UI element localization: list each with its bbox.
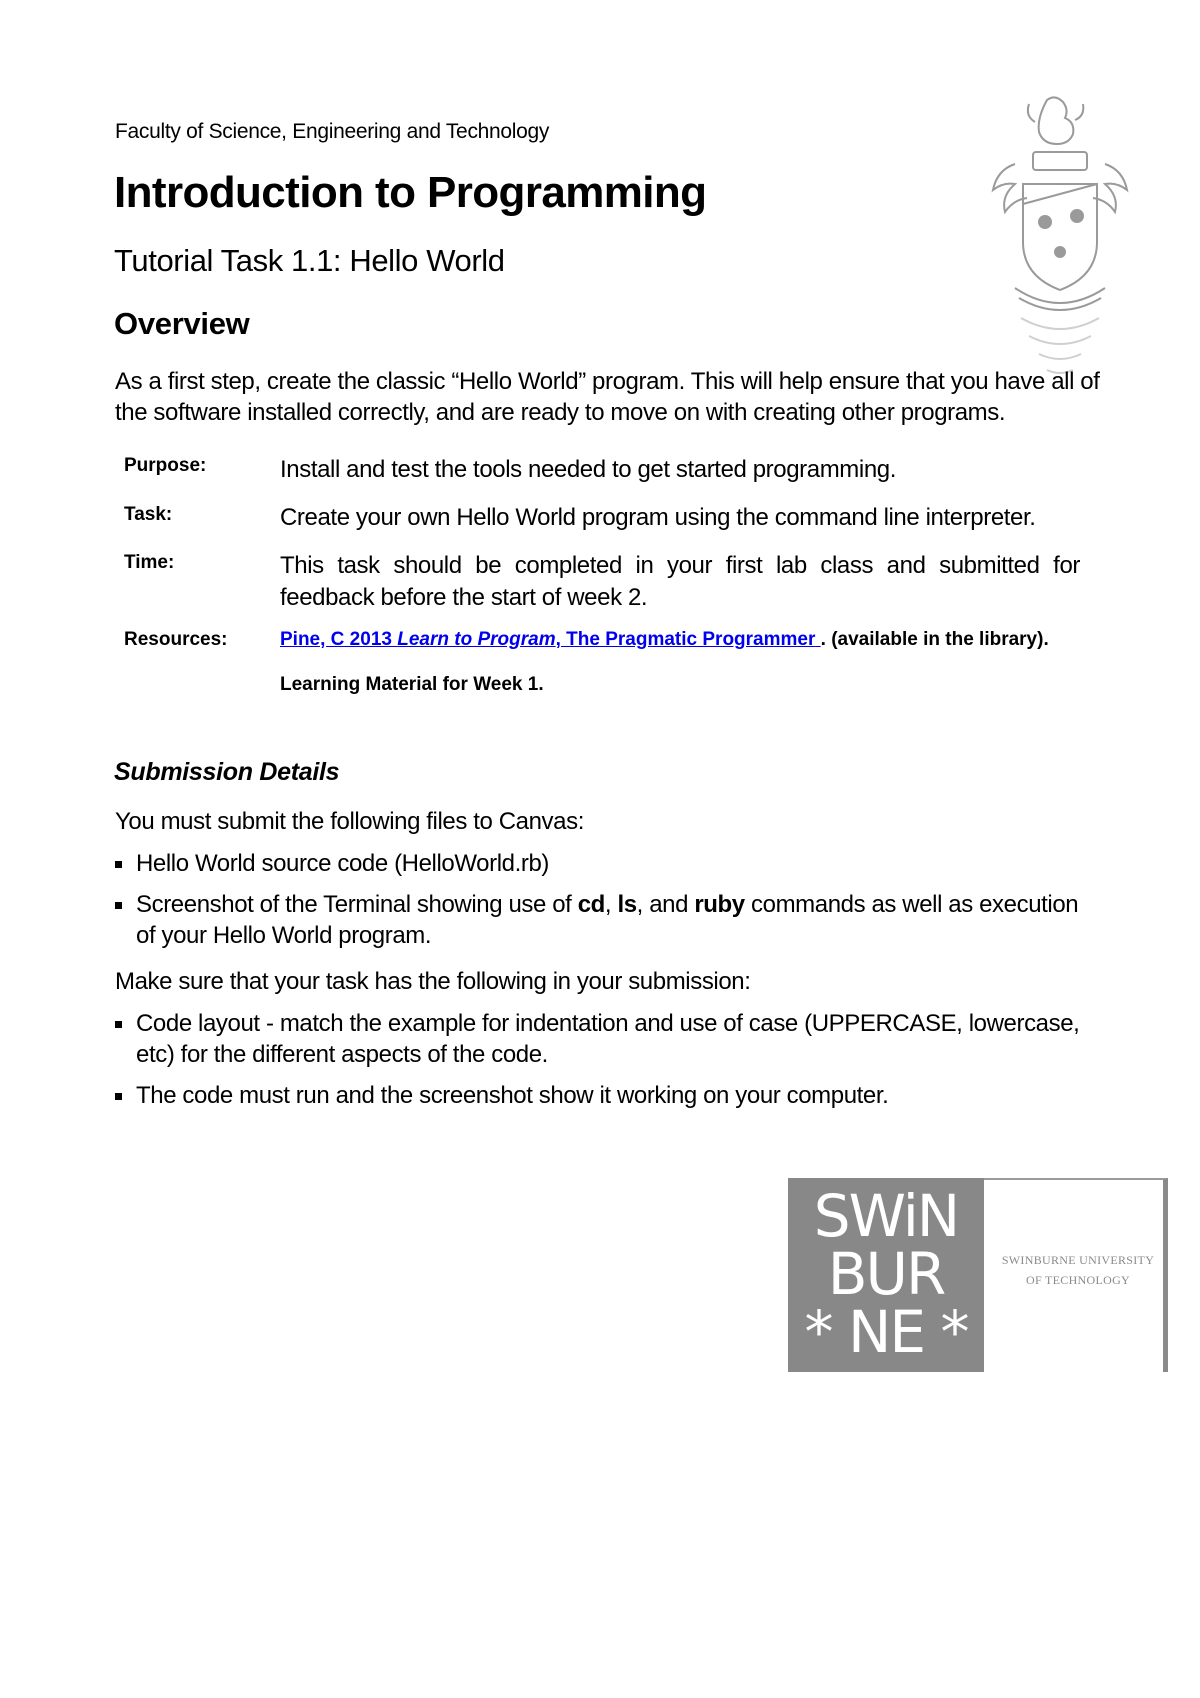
command-ruby: ruby (694, 891, 745, 918)
logo-wordmark-box (788, 1178, 984, 1372)
list-item (115, 1080, 1100, 1111)
logo-university-name (988, 1250, 1168, 1290)
overview-paragraph: As a first step, create the classic “Hello World” program. This will help ensure that you have all of the software installed correctly, and are ready to move on with creating other programs. (115, 368, 1100, 426)
swinburne-logo (788, 1178, 1173, 1372)
submission-heading: Submission Details (114, 758, 340, 786)
checklist-item-run: The code must run and the screenshot show it working on your computer. (136, 1082, 889, 1109)
logo-line-3: * NE * (804, 1298, 968, 1366)
time-value: This task should be completed in your first lab class and submitted for feedback before the start of week 2. (280, 552, 1080, 611)
logo-university-line-1: SWINBURNE UNIVERSITY (1001, 1253, 1155, 1267)
screenshot-text-pre: Screenshot of the Terminal showing use of (136, 891, 578, 918)
resource-link-book-title: Learn to Program (397, 629, 556, 650)
faculty-name: Faculty of Science, Engineering and Technology (115, 120, 550, 143)
purpose-value: Install and test the tools needed to get started programming. (280, 456, 896, 483)
file-item-source: Hello World source code (HelloWorld.rb) (136, 850, 550, 877)
resource-availability: . (available in the library). (820, 629, 1049, 650)
screenshot-sep-2: , and (636, 891, 695, 918)
page-title: Introduction to Programming (114, 168, 707, 217)
resource-learning-material: Learning Material for Week 1. (280, 674, 544, 695)
bullet-icon (115, 1093, 122, 1100)
command-cd: cd (577, 891, 605, 918)
logo-line-2: BUR (827, 1240, 945, 1308)
resource-book-link[interactable] (280, 629, 821, 650)
screenshot-text-post: commands as well as execution of your Hello World program. (136, 891, 1079, 949)
task-label: Task: (124, 504, 173, 525)
resource-link-prefix: Pine, C 2013 (280, 629, 398, 650)
resources-value (280, 629, 1049, 651)
submission-intro: You must submit the following files to Canvas: (115, 808, 584, 835)
overview-heading: Overview (114, 306, 250, 341)
command-ls: ls (617, 891, 637, 918)
list-item (115, 848, 1100, 879)
list-item (115, 889, 1100, 951)
file-item-screenshot (115, 889, 1100, 951)
resources-label: Resources: (124, 629, 228, 650)
logo-line-1: SWiN (813, 1182, 959, 1250)
time-label: Time: (124, 552, 175, 573)
screenshot-sep-1: , (604, 891, 618, 918)
checklist-item-layout: Code layout - match the example for indentation and use of case (UPPERCASE, lowercase, etc) for the different aspects of the code. (136, 1010, 1080, 1068)
task-subtitle: Tutorial Task 1.1: Hello World (114, 243, 505, 278)
university-crest-icon (985, 92, 1135, 382)
checklist-intro: Make sure that your task has the following in your submission: (115, 968, 751, 995)
list-item (115, 1008, 1100, 1070)
logo-university-line-2: OF TECHNOLOGY (1025, 1273, 1130, 1287)
resource-link-suffix: , The Pragmatic Programmer (555, 629, 816, 650)
bullet-icon (115, 902, 122, 909)
purpose-label: Purpose: (124, 455, 207, 476)
bullet-icon (115, 1021, 122, 1028)
task-value: Create your own Hello World program using the command line interpreter. (280, 504, 1036, 531)
bullet-icon (115, 861, 122, 868)
